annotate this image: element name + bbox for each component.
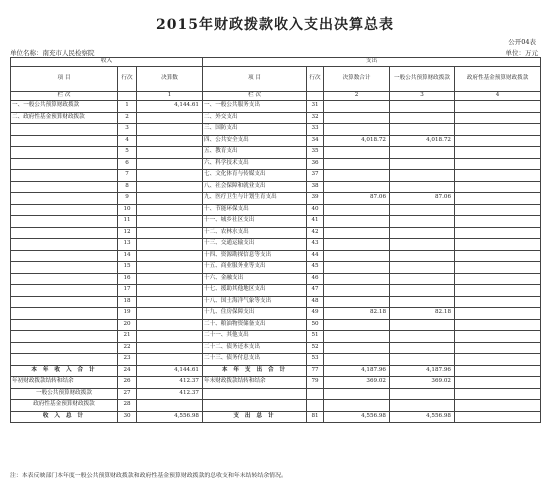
expense-total-header: 决算数合计 (324, 67, 390, 92)
general-budget-cell (390, 101, 455, 113)
income-lineno-cell: 27 (118, 388, 137, 400)
expense-total-cell (324, 273, 390, 285)
income-item-cell (11, 239, 118, 251)
fund-budget-cell (455, 365, 541, 377)
income-item-cell: 本 年 收 入 合 计 (11, 365, 118, 377)
expense-lineno-header: 行次 (307, 67, 324, 92)
expense-total-cell (324, 400, 390, 412)
expense-item-cell: 十二、农林水支出 (203, 227, 307, 239)
income-amount-header: 决算数 (137, 67, 203, 92)
fund-budget-cell (455, 377, 541, 389)
expense-total-cell (324, 262, 390, 274)
income-lineno-cell: 15 (118, 262, 137, 274)
table-row (11, 239, 541, 251)
income-lineno-cell: 7 (118, 170, 137, 182)
income-amount-cell (137, 296, 203, 308)
general-budget-cell: 4,187.96 (390, 365, 455, 377)
income-lineno-cell: 6 (118, 158, 137, 170)
expense-item-cell: 十七、援助其他地区支出 (203, 285, 307, 297)
general-budget-cell (390, 296, 455, 308)
income-amount-cell: 4,144.61 (137, 365, 203, 377)
table-row (11, 285, 541, 297)
expense-item-cell: 十五、商业服务业等支出 (203, 262, 307, 274)
general-budget-cell: 369.02 (390, 377, 455, 389)
income-lineno-cell: 16 (118, 273, 137, 285)
fund-budget-cell (455, 193, 541, 205)
income-lineno-cell: 26 (118, 377, 137, 389)
fund-budget-cell (455, 204, 541, 216)
expense-item-cell: 二十三、债务付息支出 (203, 354, 307, 366)
expense-item-cell: 十一、城乡社区支出 (203, 216, 307, 228)
income-lineno-cell: 22 (118, 342, 137, 354)
income-amount-cell (137, 273, 203, 285)
form-number: 公开04表 (508, 38, 536, 46)
fund-budget-cell (455, 354, 541, 366)
income-item-cell: 收 入 总 计 (11, 411, 118, 423)
fund-budget-cell (455, 170, 541, 182)
table-row (11, 227, 541, 239)
expense-header: 支出 (203, 58, 541, 67)
general-budget-cell (390, 204, 455, 216)
income-item-cell (11, 285, 118, 297)
fund-budget-cell (455, 135, 541, 147)
fund-budget-cell (455, 308, 541, 320)
expense-lineno-cell: 79 (307, 377, 324, 389)
income-lineno-cell: 10 (118, 204, 137, 216)
income-lineno-cell: 18 (118, 296, 137, 308)
income-lineno-cell: 28 (118, 400, 137, 412)
income-lineno-cell: 11 (118, 216, 137, 228)
fund-budget-cell (455, 112, 541, 124)
fund-budget-cell (455, 388, 541, 400)
expense-lineno-cell: 33 (307, 124, 324, 136)
table-row (11, 308, 541, 320)
fund-budget-cell (455, 216, 541, 228)
table-row (11, 158, 541, 170)
expense-lineno-cell: 44 (307, 250, 324, 262)
expense-lineno-cell: 39 (307, 193, 324, 205)
fund-budget-cell (455, 124, 541, 136)
expense-total-cell (324, 216, 390, 228)
fund-budget-cell (455, 319, 541, 331)
income-lineno-cell: 4 (118, 135, 137, 147)
income-amount-cell (137, 112, 203, 124)
income-lineno-header: 行次 (118, 67, 137, 92)
income-lineno-cell: 17 (118, 285, 137, 297)
income-item-cell (11, 216, 118, 228)
expense-total-cell (324, 204, 390, 216)
income-lineno-cell: 30 (118, 411, 137, 423)
fund-budget-cell (455, 262, 541, 274)
general-budget-cell (390, 250, 455, 262)
expense-item-cell: 八、社会保障和就业支出 (203, 181, 307, 193)
general-budget-cell (390, 354, 455, 366)
table-row (11, 400, 541, 412)
income-item-cell: 政府性基金预算财政拨款 (11, 400, 118, 412)
expense-column-lineno (307, 92, 324, 101)
expense-item-cell: 十、节能环保支出 (203, 204, 307, 216)
expense-item-cell: 三、国防支出 (203, 124, 307, 136)
table-row (11, 388, 541, 400)
general-budget-cell: 82.18 (390, 308, 455, 320)
expense-lineno-cell: 49 (307, 308, 324, 320)
income-amount-cell (137, 308, 203, 320)
expense-item-cell: 本 年 支 出 合 计 (203, 365, 307, 377)
expense-total-cell (324, 170, 390, 182)
income-amount-cell: 4,144.61 (137, 101, 203, 113)
expense-lineno-cell: 37 (307, 170, 324, 182)
expense-lineno-cell: 43 (307, 239, 324, 251)
table-row (11, 296, 541, 308)
table-body (11, 101, 541, 423)
column-3: 3 (390, 92, 455, 101)
expense-lineno-cell: 48 (307, 296, 324, 308)
expense-item-cell: 二十二、债务还本支出 (203, 342, 307, 354)
general-budget-cell (390, 262, 455, 274)
income-amount-cell (137, 262, 203, 274)
income-item-cell (11, 262, 118, 274)
income-item-cell (11, 135, 118, 147)
expense-total-cell: 4,556.98 (324, 411, 390, 423)
income-item-cell (11, 319, 118, 331)
income-lineno-cell: 2 (118, 112, 137, 124)
expense-item-cell: 十八、国土海洋气象等支出 (203, 296, 307, 308)
expense-total-cell: 4,018.72 (324, 135, 390, 147)
general-budget-cell (390, 388, 455, 400)
expense-lineno-cell: 32 (307, 112, 324, 124)
income-lineno-cell: 5 (118, 147, 137, 159)
general-budget-cell (390, 124, 455, 136)
income-lineno-cell: 12 (118, 227, 137, 239)
general-budget-cell (390, 181, 455, 193)
expense-lineno-cell: 34 (307, 135, 324, 147)
income-item-cell (11, 227, 118, 239)
table-row (11, 411, 541, 423)
income-item-cell (11, 124, 118, 136)
expense-lineno-cell: 51 (307, 331, 324, 343)
expense-item-cell (203, 388, 307, 400)
income-amount-cell (137, 135, 203, 147)
expense-item-cell: 九、医疗卫生与计划生育支出 (203, 193, 307, 205)
expense-lineno-cell (307, 400, 324, 412)
income-lineno-cell: 24 (118, 365, 137, 377)
income-column-lineno (118, 92, 137, 101)
table-row (11, 354, 541, 366)
expense-total-cell: 82.18 (324, 308, 390, 320)
expense-item-header: 项 目 (203, 67, 307, 92)
expense-total-cell (324, 147, 390, 159)
income-amount-cell (137, 147, 203, 159)
income-amount-cell (137, 342, 203, 354)
income-amount-cell (137, 331, 203, 343)
expense-item-cell: 二、外交支出 (203, 112, 307, 124)
income-item-cell: 年初财政拨款结转和结余 (11, 377, 118, 389)
income-lineno-cell: 23 (118, 354, 137, 366)
table-row (11, 147, 541, 159)
expense-lineno-cell: 47 (307, 285, 324, 297)
expense-total-cell (324, 388, 390, 400)
income-amount-cell (137, 124, 203, 136)
column-2: 2 (324, 92, 390, 101)
expense-item-cell: 支 出 总 计 (203, 411, 307, 423)
general-budget-cell: 4,556.98 (390, 411, 455, 423)
income-item-cell (11, 273, 118, 285)
expense-item-cell: 十四、资源勘探信息等支出 (203, 250, 307, 262)
general-budget-cell (390, 342, 455, 354)
income-item-cell (11, 342, 118, 354)
table-row (11, 101, 541, 113)
income-item-cell (11, 308, 118, 320)
general-budget-cell: 87.06 (390, 193, 455, 205)
income-amount-cell (137, 354, 203, 366)
expense-total-cell (324, 112, 390, 124)
expense-total-cell (324, 158, 390, 170)
table-row (11, 331, 541, 343)
expense-item-cell: 一、一般公共服务支出 (203, 101, 307, 113)
expense-total-cell (324, 354, 390, 366)
expense-lineno-cell: 46 (307, 273, 324, 285)
expense-item-cell: 二十一、其他支出 (203, 331, 307, 343)
expense-lineno-cell: 45 (307, 262, 324, 274)
general-budget-cell (390, 112, 455, 124)
table-row (11, 377, 541, 389)
income-amount-cell (137, 319, 203, 331)
general-budget-cell (390, 331, 455, 343)
fund-budget-cell (455, 296, 541, 308)
expense-lineno-cell: 53 (307, 354, 324, 366)
income-lineno-cell: 13 (118, 239, 137, 251)
expense-total-cell: 369.02 (324, 377, 390, 389)
general-budget-cell: 4,018.72 (390, 135, 455, 147)
income-item-cell (11, 250, 118, 262)
expense-lineno-cell: 31 (307, 101, 324, 113)
income-lineno-cell: 3 (118, 124, 137, 136)
expense-item-cell (203, 400, 307, 412)
expense-lineno-cell: 35 (307, 147, 324, 159)
expense-total-cell (324, 342, 390, 354)
report-title: 2015年财政拨款收入支出决算总表 (156, 17, 394, 33)
expense-lineno-cell: 40 (307, 204, 324, 216)
income-amount-cell (137, 170, 203, 182)
expense-item-cell: 二十、粮油物资储备支出 (203, 319, 307, 331)
income-amount-cell (137, 216, 203, 228)
expense-total-cell: 4,187.96 (324, 365, 390, 377)
income-lineno-cell: 21 (118, 331, 137, 343)
income-amount-cell (137, 193, 203, 205)
fund-budget-cell (455, 147, 541, 159)
general-budget-cell (390, 158, 455, 170)
income-item-cell: 二、政府性基金预算财政拨款 (11, 112, 118, 124)
expense-total-cell (324, 319, 390, 331)
table-row (11, 262, 541, 274)
expense-total-cell (324, 296, 390, 308)
expense-lineno-cell: 81 (307, 411, 324, 423)
table-row (11, 170, 541, 182)
income-amount-cell: 4,556.98 (137, 411, 203, 423)
income-lineno-cell: 9 (118, 193, 137, 205)
income-lineno-cell: 19 (118, 308, 137, 320)
expense-lineno-cell: 38 (307, 181, 324, 193)
fund-budget-header: 政府性基金预算财政拨款 (455, 67, 541, 92)
expense-item-cell: 年末财政拨款结转和结余 (203, 377, 307, 389)
general-budget-cell (390, 285, 455, 297)
income-amount-cell (137, 204, 203, 216)
general-budget-cell (390, 170, 455, 182)
income-amount-cell (137, 250, 203, 262)
general-budget-header: 一般公共预算财政拨款 (390, 67, 455, 92)
income-item-cell (11, 158, 118, 170)
income-lineno-cell: 20 (118, 319, 137, 331)
expense-item-cell: 四、公共安全支出 (203, 135, 307, 147)
expense-total-cell (324, 285, 390, 297)
income-amount-cell: 412.37 (137, 377, 203, 389)
expense-total-cell (324, 181, 390, 193)
table-row (11, 193, 541, 205)
income-amount-cell: 412.37 (137, 388, 203, 400)
general-budget-cell (390, 319, 455, 331)
expense-column-label: 栏 次 (203, 92, 307, 101)
income-item-cell (11, 147, 118, 159)
income-item-cell (11, 193, 118, 205)
money-unit: 单位：万元 (505, 49, 538, 57)
income-item-cell (11, 296, 118, 308)
income-amount-cell (137, 227, 203, 239)
fund-budget-cell (455, 181, 541, 193)
expense-item-cell: 六、科学技术支出 (203, 158, 307, 170)
column-1: 1 (137, 92, 203, 101)
table-row (11, 319, 541, 331)
expense-item-cell: 七、文化体育与传媒支出 (203, 170, 307, 182)
table-row (11, 250, 541, 262)
expense-total-cell (324, 331, 390, 343)
expense-total-cell (324, 250, 390, 262)
income-item-cell (11, 181, 118, 193)
income-lineno-cell: 8 (118, 181, 137, 193)
expense-total-cell: 87.06 (324, 193, 390, 205)
general-budget-cell (390, 216, 455, 228)
expense-lineno-cell: 41 (307, 216, 324, 228)
fund-budget-cell (455, 331, 541, 343)
income-amount-cell (137, 285, 203, 297)
income-item-header: 项 目 (11, 67, 118, 92)
table-row (11, 342, 541, 354)
income-item-cell (11, 331, 118, 343)
fund-budget-cell (455, 342, 541, 354)
expense-lineno-cell (307, 388, 324, 400)
income-lineno-cell: 1 (118, 101, 137, 113)
fund-budget-cell (455, 400, 541, 412)
table-row (11, 135, 541, 147)
income-amount-cell (137, 400, 203, 412)
fund-budget-cell (455, 411, 541, 423)
table-row (11, 124, 541, 136)
expense-total-cell (324, 101, 390, 113)
income-amount-cell (137, 181, 203, 193)
income-header: 收入 (11, 58, 203, 67)
expense-lineno-cell: 77 (307, 365, 324, 377)
expense-lineno-cell: 36 (307, 158, 324, 170)
expense-item-cell: 十九、住房保障支出 (203, 308, 307, 320)
fund-budget-cell (455, 285, 541, 297)
income-column-label: 栏 次 (11, 92, 118, 101)
table-row (11, 273, 541, 285)
footnote: 注：本表反映部门本年度一般公共预算财政拨款和政府性基金预算财政拨款的总收支和年末结转结余情况。 (10, 473, 287, 479)
fund-budget-cell (455, 250, 541, 262)
income-item-cell (11, 170, 118, 182)
expense-total-cell (324, 239, 390, 251)
expense-item-cell: 五、教育支出 (203, 147, 307, 159)
general-budget-cell (390, 239, 455, 251)
income-amount-cell (137, 239, 203, 251)
expense-lineno-cell: 42 (307, 227, 324, 239)
expense-item-cell: 十六、金融支出 (203, 273, 307, 285)
expense-total-cell (324, 227, 390, 239)
fund-budget-cell (455, 273, 541, 285)
income-item-cell (11, 354, 118, 366)
budget-table (10, 57, 541, 423)
general-budget-cell (390, 147, 455, 159)
income-amount-cell (137, 158, 203, 170)
column-4: 4 (455, 92, 541, 101)
unit-line (10, 48, 540, 57)
expense-item-cell: 十三、交通运输支出 (203, 239, 307, 251)
fund-budget-cell (455, 101, 541, 113)
expense-total-cell (324, 124, 390, 136)
fund-budget-cell (455, 158, 541, 170)
unit-name: 单位名称：南充市人民检察院 (10, 49, 95, 57)
general-budget-cell (390, 273, 455, 285)
income-lineno-cell: 14 (118, 250, 137, 262)
general-budget-cell (390, 400, 455, 412)
table-row (11, 365, 541, 377)
fund-budget-cell (455, 239, 541, 251)
income-item-cell: 一般公共预算财政拨款 (11, 388, 118, 400)
table-row (11, 216, 541, 228)
table-row (11, 204, 541, 216)
general-budget-cell (390, 227, 455, 239)
expense-lineno-cell: 50 (307, 319, 324, 331)
income-item-cell (11, 204, 118, 216)
table-row (11, 181, 541, 193)
fund-budget-cell (455, 227, 541, 239)
table-row (11, 112, 541, 124)
expense-lineno-cell: 52 (307, 342, 324, 354)
income-item-cell: 一、一般公共预算财政拨款 (11, 101, 118, 113)
